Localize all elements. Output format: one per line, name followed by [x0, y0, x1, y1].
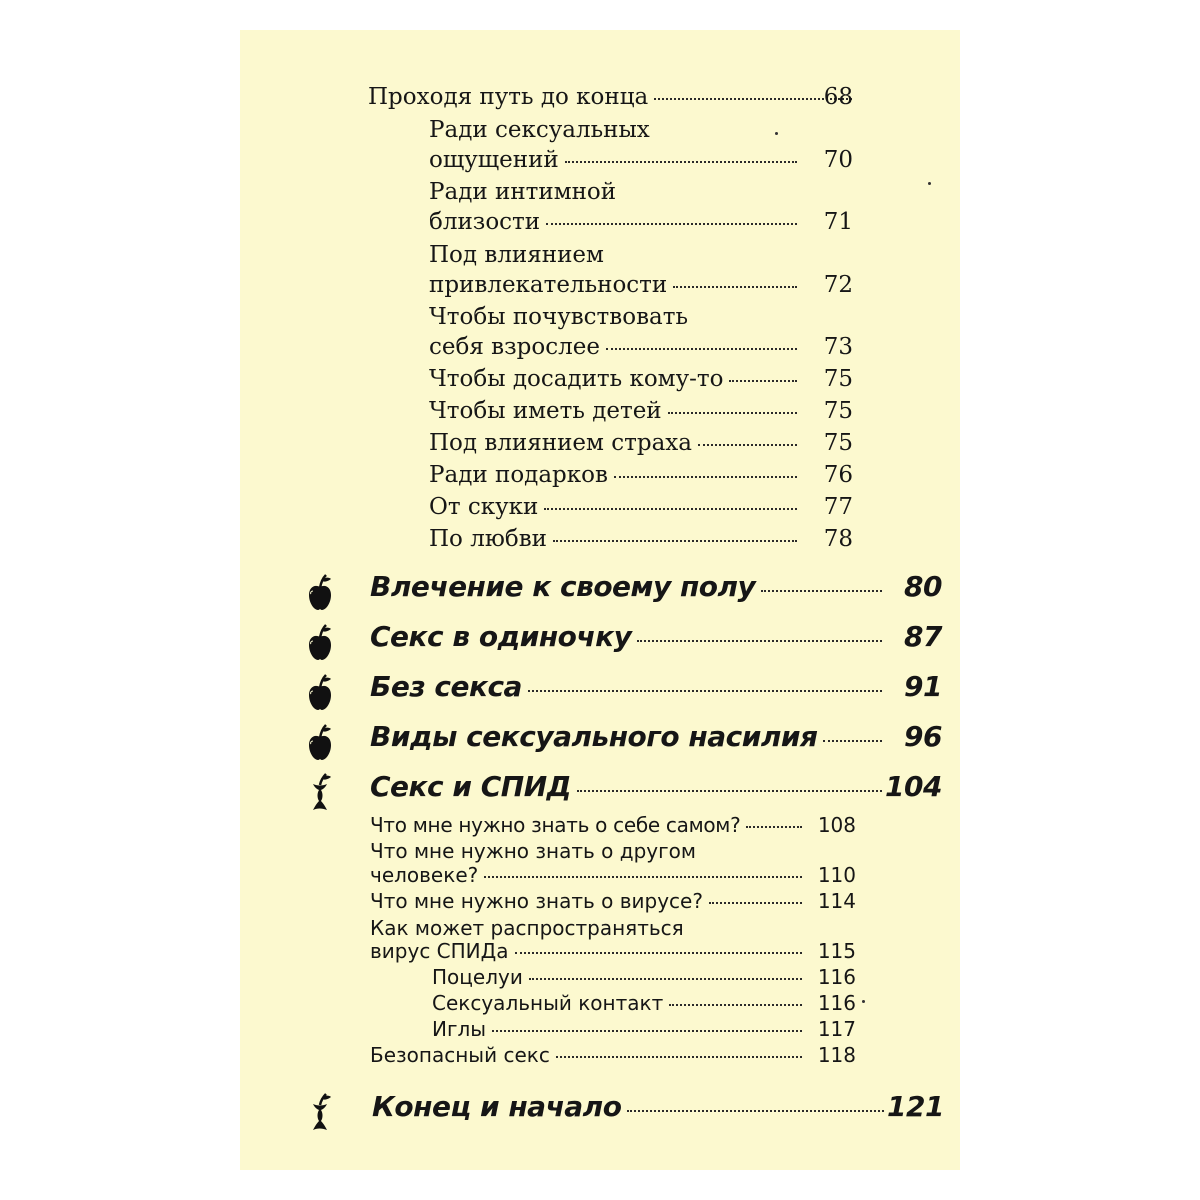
toc-page-number: 116	[817, 965, 856, 989]
dot-leader	[528, 690, 882, 692]
chapter-title: Без секса	[370, 670, 522, 703]
toc-entry-title: Чтобы досадить кому-то	[429, 366, 724, 392]
toc-page-number: 76	[823, 462, 853, 488]
toc-page-number: 71	[823, 209, 853, 235]
toc-entry	[429, 462, 803, 488]
print-speck	[862, 1000, 865, 1003]
toc-entry	[370, 813, 808, 837]
toc-page-number: 110	[817, 863, 856, 887]
toc-entry	[429, 209, 803, 235]
chapter-entry	[370, 670, 888, 703]
book-page	[240, 30, 960, 1170]
toc-page-number: 68	[823, 84, 853, 110]
toc-entry	[429, 147, 803, 173]
toc-entry	[429, 494, 803, 520]
toc-entry-title-line1: Как может распространяться	[370, 916, 684, 940]
chapter-title: Виды сексуального насилия	[370, 720, 818, 753]
apple-icon	[308, 722, 332, 762]
toc-page-number: 114	[817, 889, 856, 913]
dot-leader	[515, 952, 802, 954]
dot-leader	[492, 1030, 802, 1032]
dot-leader	[823, 740, 882, 742]
toc-entry-title: Что мне нужно знать о себе самом?	[370, 813, 741, 837]
toc-page-number: 117	[817, 1017, 856, 1041]
toc-entry-title-line2: близости	[429, 209, 541, 235]
dot-leader	[544, 508, 797, 510]
dot-leader	[614, 476, 797, 478]
chapter-entry	[370, 620, 888, 653]
dot-leader	[637, 640, 882, 642]
dot-leader	[761, 590, 882, 592]
chapter-page-number: 87	[904, 620, 942, 653]
apple-icon	[308, 672, 332, 712]
dot-leader	[627, 1110, 884, 1112]
toc-page-number: 115	[817, 939, 856, 963]
toc-page-number: 116	[817, 991, 856, 1015]
toc-entry	[370, 889, 808, 913]
toc-entry-title: По любви	[429, 526, 547, 552]
dot-leader	[565, 161, 797, 163]
toc-entry	[370, 939, 808, 963]
toc-entry-title-line2: человеке?	[370, 863, 479, 887]
dot-leader	[709, 902, 802, 904]
toc-entry-title: От скуки	[429, 494, 539, 520]
dot-leader	[698, 444, 797, 446]
chapter-entry	[370, 770, 888, 803]
chapter-title: Конец и начало	[372, 1090, 622, 1123]
dot-leader	[668, 412, 797, 414]
chapter-entry	[370, 720, 888, 753]
toc-page-number: 75	[823, 430, 853, 456]
toc-entry-title: Что мне нужно знать о вирусе?	[370, 889, 703, 913]
toc-entry-title: Безопасный секс	[370, 1043, 550, 1067]
toc-entry-title-line2: ощущений	[429, 147, 559, 173]
apple-icon	[308, 622, 332, 662]
dot-leader	[746, 826, 802, 828]
toc-entry-title: Под влиянием страха	[429, 430, 692, 456]
dot-leader	[484, 876, 802, 878]
toc-page-number: 108	[817, 813, 856, 837]
toc-page-number: 72	[823, 272, 853, 298]
toc-entry	[370, 863, 808, 887]
toc-page-number: 75	[823, 398, 853, 424]
toc-entry-title-line2: себя взрослее	[429, 334, 600, 360]
chapter-entry	[372, 1090, 890, 1123]
chapter-page-number: 121	[887, 1090, 944, 1123]
toc-entry-title: Иглы	[432, 1017, 487, 1041]
apple-core-icon	[308, 772, 332, 812]
apple-icon	[308, 572, 332, 612]
toc-entry-title: Проходя путь до конца	[368, 84, 649, 110]
toc-entry	[432, 991, 808, 1015]
toc-page-number: 73	[823, 334, 853, 360]
toc-entry-title-line1: Что мне нужно знать о другом	[370, 839, 696, 863]
toc-page-number: 75	[823, 366, 853, 392]
toc-entry	[368, 84, 858, 110]
toc-entry	[432, 1017, 808, 1041]
chapter-title: Секс в одиночку	[370, 620, 632, 653]
toc-entry-title: Чтобы иметь детей	[429, 398, 662, 424]
dot-leader	[577, 790, 882, 792]
dot-leader	[729, 380, 797, 382]
toc-entry	[429, 430, 803, 456]
toc-entry	[429, 272, 803, 298]
dot-leader	[529, 978, 802, 980]
toc-entry	[429, 398, 803, 424]
dot-leader	[556, 1056, 802, 1058]
dot-leader	[669, 1004, 802, 1006]
dot-leader	[673, 286, 797, 288]
toc-page-number: 77	[823, 494, 853, 520]
chapter-page-number: 96	[904, 720, 942, 753]
toc-page-number: 70	[823, 147, 853, 173]
toc-entry-title-line1: Чтобы почувствовать	[429, 304, 688, 330]
chapter-page-number: 91	[904, 670, 942, 703]
toc-entry-title: Ради подарков	[429, 462, 608, 488]
dot-leader	[553, 540, 797, 542]
dot-leader	[606, 348, 797, 350]
toc-entry	[429, 334, 803, 360]
toc-page-number: 118	[817, 1043, 856, 1067]
toc-entry-title-line2: вирус СПИДа	[370, 939, 509, 963]
toc-page-number: 78	[823, 526, 853, 552]
toc-entry	[432, 965, 808, 989]
print-speck	[775, 132, 778, 135]
chapter-page-number: 80	[904, 570, 942, 603]
print-speck	[928, 182, 931, 185]
toc-entry	[429, 366, 803, 392]
toc-entry	[429, 526, 803, 552]
apple-core-icon	[308, 1092, 332, 1132]
dot-leader	[546, 223, 797, 225]
toc-entry-title: Сексуальный контакт	[432, 991, 664, 1015]
toc-entry-title-line1: Ради интимной	[429, 179, 617, 205]
chapter-title: Влечение к своему полу	[370, 570, 756, 603]
chapter-title: Секс и СПИД	[370, 770, 572, 803]
toc-entry-title: Поцелуи	[432, 965, 523, 989]
toc-entry-title-line2: привлекательности	[429, 272, 668, 298]
toc-entry-title-line1: Под влиянием	[429, 242, 604, 268]
toc-entry	[370, 1043, 808, 1067]
chapter-entry	[370, 570, 888, 603]
chapter-page-number: 104	[885, 770, 942, 803]
toc-entry-title-line1: Ради сексуальных	[429, 117, 650, 143]
